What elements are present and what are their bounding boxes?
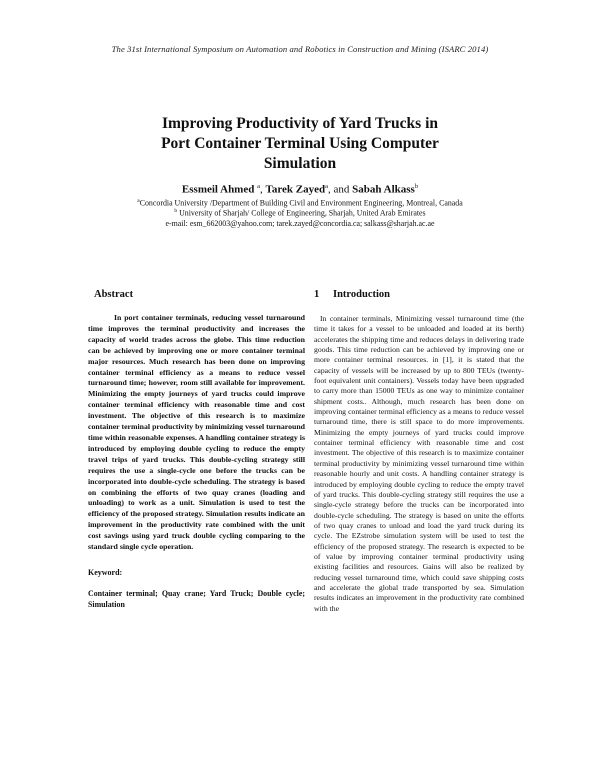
running-header: The 31st International Symposium on Automation and Robotics in Construction and Mining (ISARC 2014) — [111, 44, 489, 54]
title-line: Improving Productivity of Yard Trucks in — [161, 115, 439, 132]
paper-title — [60, 114, 540, 174]
affil-mark: b — [174, 208, 178, 214]
section-title: Introduction — [333, 289, 390, 300]
author-name: Essmeil Ahmed — [181, 183, 255, 196]
author-separator: , and — [328, 183, 353, 196]
keywords-heading: Keyword: — [88, 567, 123, 577]
affil-mark: a — [137, 198, 140, 204]
author-affil-mark: a — [257, 183, 260, 190]
keywords-text: Container terminal; Quay crane; Yard Truck; Double cycle; Simulation — [88, 588, 305, 609]
left-column — [88, 289, 305, 611]
title-line: Simulation — [263, 155, 337, 172]
affil-text: University of Sharjah/ College of Engineering, Sharjah, United Arab Emirates — [179, 208, 426, 218]
author-list — [40, 183, 560, 196]
abstract-heading: Abstract — [94, 289, 134, 300]
section-number: 1 — [314, 289, 320, 300]
author-name: Tarek Zayed — [265, 183, 326, 196]
author-separator: , — [260, 183, 266, 196]
author-name: Sabah Alkass — [352, 183, 415, 196]
author-affil-mark: b — [414, 183, 419, 190]
right-column — [314, 289, 524, 614]
intro-heading — [314, 289, 524, 300]
author-affil-mark: a — [325, 183, 328, 190]
affil-text: Concordia University /Department of Building Civil and Environment Engineering, Montreal, Canada — [139, 198, 463, 208]
title-line: Port Container Terminal Using Computer — [161, 135, 439, 152]
affiliation — [40, 208, 560, 218]
intro-text: In container terminals, Minimizing vessel turnaround time (the time it takes for a vessel to be unloaded and loaded at its berth) accelerates the shipping time and reduces delays in delivering trade goods. This time reduction can be achieved by improving one or more container terminal resources. in [1], it is stated that the capacity of vessels will be increased by up to 800 TEUs (twenty-foot equivalent unit containers). Vessels today have been upgraded to carry more than 15000 TEUs as one way to minimize container shipment costs.. Although, much research has been done on improving container terminal efficiency as a means to reduce vessel turnaround time, there is still space to do more improvements. Minimizing the empty journeys of yard trucks could improve container terminal efficiency with reasonable time and cost investment. The objective of this research is to maximize container terminal productivity by minimizing vessel turnaround time within reasonable hourly and unit costs. A handling container strategy is introduced by employing double cycling to reduce the empty travel of yard trucks. This double-cycling strategy still requires the use a single-cycle strategy before the trucks can be incorporated into double-cycle scheduling. The strategy is based on unite the efforts of two quay cranes to unload and load the yard truck during its cycle. The EZstrobe simulation system will be used to test the efficiency of the proposed strategy. The research is expected to be of value by improving container terminal productivity using existing facilities and resources. Gains will also be realized by reducing vessel turnaround time, which could save shipping costs and accelerate the global trade transported by sea. Simulation results indicates an improvement in the productivity rate combined with the — [314, 314, 524, 613]
affiliation — [40, 198, 560, 208]
abstract-text: In port container terminals, reducing vessel turnaround time improves the terminal productivity and increases the capacity of world trades across the globe. This time reduction can be achieved by improving one or more container terminal major resources. Much research has been done on improving container terminal efficiency as a means to reduce vessel turnaround time; however, room still available for improvement. Minimizing the empty journeys of yard trucks could improve container terminal efficiency with reasonable time and cost investment. The objective of this research is to maximize container terminal productivity by minimizing vessel turnaround time within reasonable expenses. A handling container strategy is introduced by employing double cycling to reduce the empty travel trips of yard trucks. This double-cycling strategy still requires the use a single-cycle one before the trucks can be incorporated into double-cycle scheduling. The strategy is based on combining the efforts of two quay cranes (loading and unloading) to work as a unit. Simulation is used to test the efficiency of the proposed strategy. Simulation results indicate an improvement in the productivity rate combined with the unit cost savings using yard truck double cycling comparing to the standard single cycle operation. — [88, 313, 305, 552]
email-line: e-mail: esm_662003@yahoo.com; tarek.zayed@concordia.ca; salkass@sharjah.ac.ae — [165, 219, 435, 228]
